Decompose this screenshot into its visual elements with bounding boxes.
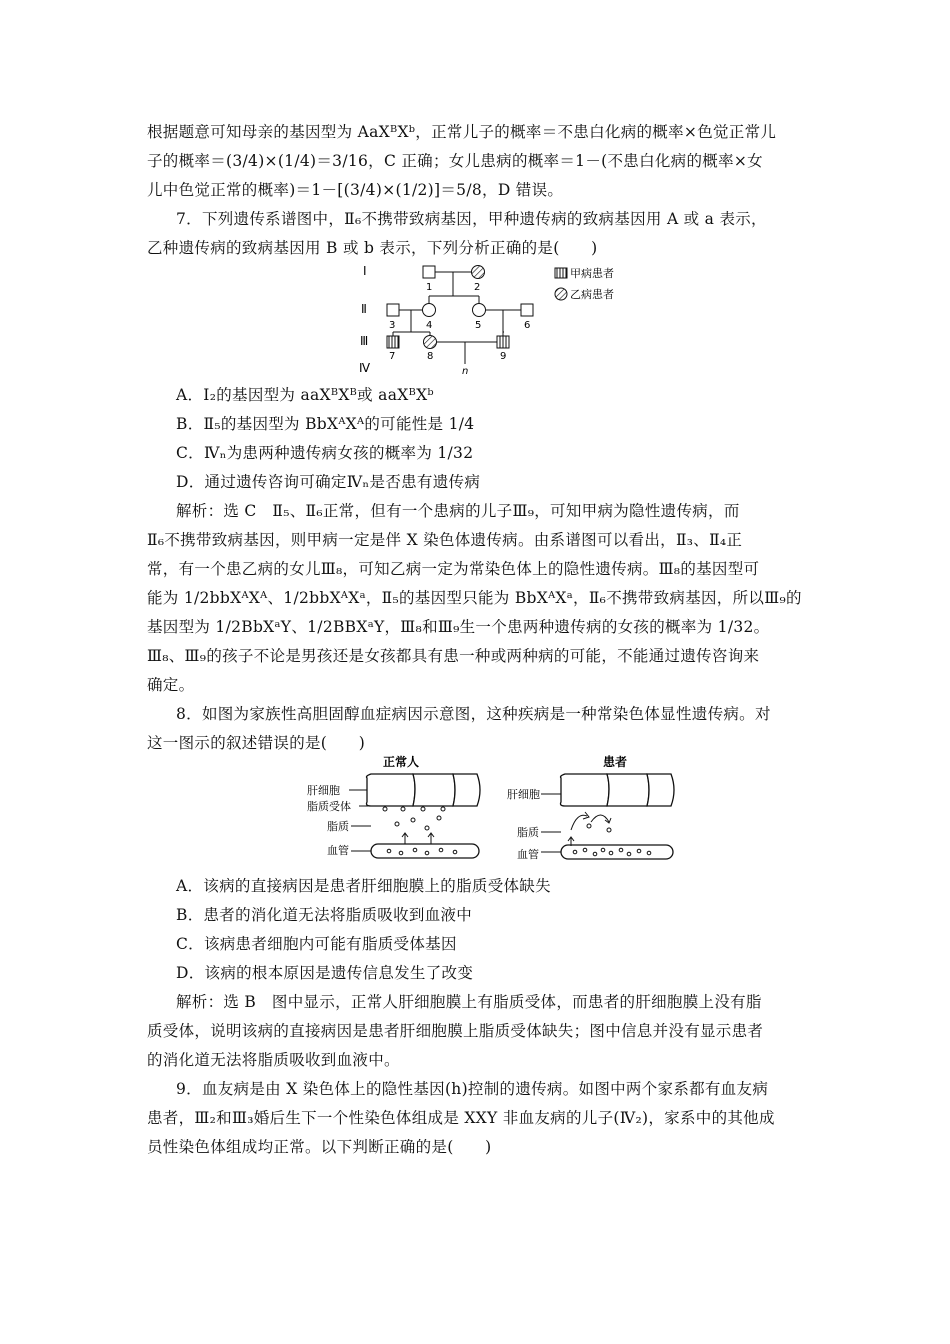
question-8-option-c: C．该病患者细胞内可能有脂质受体基因 [176,935,457,953]
question-7-option-d: D．通过遗传咨询可确定Ⅳₙ是否患有遗传病 [176,473,481,491]
svg-text:7: 7 [389,351,396,362]
generation-label-4: Ⅳ [359,361,371,375]
individual-III-7 [387,336,399,348]
question-9-stem: 患者，Ⅲ₂和Ⅲ₃婚后生下一个性染色体组成是 XXY 非血友病的儿子(Ⅳ₂)，家系中的其他成 [147,1109,775,1127]
label-liver-cell: 肝细胞 [307,784,340,797]
question-8-analysis: 的消化道无法将脂质吸收到血液中。 [147,1051,400,1069]
label-vessel: 血管 [327,844,349,857]
generation-label-1: Ⅰ [363,264,367,278]
question-7-analysis: 能为 1/2bbXᴬXᴬ、1/2bbXᴬXᵃ，Ⅱ₅的基因型只能为 BbXᴬXᵃ，Ⅱ₆不携带致病基因，所以Ⅲ₉的 [147,589,802,607]
individual-II-6 [521,304,533,316]
question-9-stem: 9．血友病是由 X 染色体上的隐性基因(h)控制的遗传病。如图中两个家系都有血友病 [176,1080,769,1098]
question-7-option-a: A．Ⅰ₂的基因型为 aaXᴮXᴮ或 aaXᴮXᵇ [176,386,434,404]
question-8-option-a: A．该病的直接病因是患者肝细胞膜上的脂质受体缺失 [176,877,551,895]
individual-III-9 [497,336,509,348]
question-8-option-b: B．患者的消化道无法将脂质吸收到血液中 [176,906,473,924]
question-9-stem: 员性染色体组成均正常。以下判断正确的是( ) [147,1138,492,1156]
question-7-analysis: Ⅲ₈、Ⅲ₉的孩子不论是男孩还是女孩都具有患一种或两种病的可能，不能通过遗传咨询来 [147,647,760,665]
svg-text:6: 6 [524,320,531,331]
pedigree-figure [355,260,645,375]
question-8-analysis: 解析：选 B 图中显示，正常人肝细胞膜上有脂质受体，而患者的肝细胞膜上没有脂 [176,993,762,1011]
question-8-stem: 8．如图为家族性高胆固醇血症病因示意图，这种疾病是一种常染色体显性遗传病。对 [176,705,771,723]
question-7-analysis: 解析：选 C Ⅱ₅、Ⅱ₆正常，但有一个患病的儿子Ⅲ₉，可知甲病为隐性遗传病，而 [176,502,740,520]
label-lipid-patient: 脂质 [517,826,539,839]
question-7-option-b: B．Ⅱ₅的基因型为 BbXᴬXᴬ的可能性是 1/4 [176,415,475,433]
label-vessel-patient: 血管 [517,848,539,861]
legend-jia-icon [555,268,567,278]
individual-II-3 [387,304,399,316]
text-line: 儿中色觉正常的概率)＝1－[(3/4)×(1/2)]＝5/8，D 错误。 [147,181,564,199]
generation-label-3: Ⅲ [360,334,369,348]
svg-text:9: 9 [500,351,507,362]
svg-text:8: 8 [427,351,434,362]
svg-text:5: 5 [475,320,482,331]
question-7-option-c: C．Ⅳₙ为患两种遗传病女孩的概率为 1/32 [176,444,474,462]
generation-label-2: Ⅱ [361,302,367,316]
question-7-stem: 乙种遗传病的致病基因用 B 或 b 表示，下列分析正确的是( ) [147,239,598,257]
individual-II-4 [423,304,436,317]
svg-text:2: 2 [474,282,481,293]
normal-title: 正常人 [383,755,420,769]
label-receptor: 脂质受体 [307,800,351,813]
label-liver-cell-patient: 肝细胞 [507,788,540,801]
individual-I-2 [472,266,485,279]
question-7-analysis: 常，有一个患乙病的女儿Ⅲ₈，可知乙病一定为常染色体上的隐性遗传病。Ⅲ₈的基因型可 [147,560,760,578]
question-7-analysis: 确定。 [147,676,195,694]
legend-jia: 甲病患者 [570,267,614,280]
label-lipid: 脂质 [327,820,349,833]
text-line: 子的概率＝(3/4)×(1/4)＝3/16，C 正确；女儿患病的概率＝1－(不患白化病的概率×女 [147,152,763,170]
question-8-analysis: 质受体，说明该病的直接病因是患者肝细胞膜上脂质受体缺失；图中信息并没有显示患者 [147,1022,764,1040]
question-8-option-d: D．该病的根本原因是遗传信息发生了改变 [176,964,474,982]
individual-I-1 [423,266,435,278]
question-7-analysis: 基因型为 1/2BbXᵃY、1/2BBXᵃY，Ⅲ₈和Ⅲ₉生一个患两种遗传病的女孩的概率为 1/32。 [147,618,770,636]
lipid-receptor-figure [305,750,695,865]
question-8-stem: 这一图示的叙述错误的是( ) [147,734,366,752]
individual-II-5 [473,304,486,317]
legend-yi-icon [555,288,567,300]
question-7-stem: 7．下列遗传系谱图中，Ⅱ₆不携带致病基因，甲种遗传病的致病基因用 A 或 a 表示， [176,210,767,228]
question-7-analysis: Ⅱ₆不携带致病基因，则甲病一定是伴 X 染色体遗传病。由系谱图可以看出，Ⅱ₃、Ⅱ₄正 [147,531,743,549]
individual-III-8 [424,336,437,349]
svg-text:1: 1 [426,282,433,293]
legend-yi: 乙病患者 [570,288,614,301]
individual-IV-n: n [462,366,469,375]
text-line: 根据题意可知母亲的基因型为 AaXᴮXᵇ，正常儿子的概率＝不患白化病的概率×色觉正常儿 [147,123,777,141]
svg-text:3: 3 [389,320,396,331]
svg-text:4: 4 [426,320,433,331]
patient-title: 患者 [603,755,628,769]
